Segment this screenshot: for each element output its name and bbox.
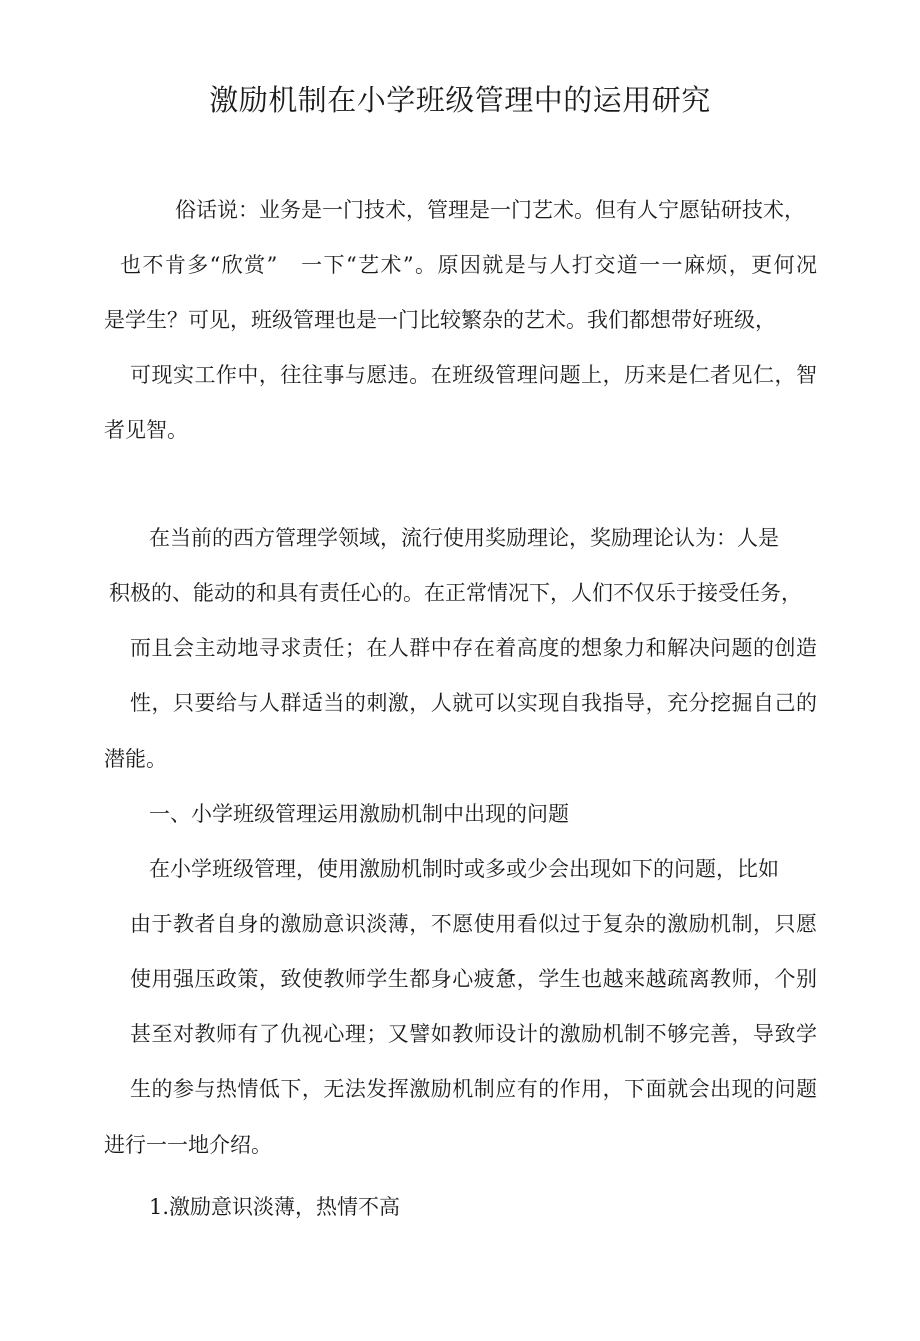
paragraph-1-line-3: 是学生？可见，班级管理也是一门比较繁杂的艺术。我们都想带好班级， xyxy=(104,308,776,332)
paragraph-2-line-3: 而且会主动地寻求责任；在人群中存在着高度的想象力和解决问题的创造 xyxy=(130,636,817,660)
paragraph-2-line-4: 性，只要给与人群适当的刺激，人就可以实现自我指导，充分挖掘自己的 xyxy=(130,691,817,715)
paragraph-1-line-5: 者见智。 xyxy=(104,418,188,442)
paragraph-3-line-1: 在小学班级管理，使用激励机制时或多或少会出现如下的问题，比如 xyxy=(149,857,779,881)
paragraph-3-line-6: 进行一一地介绍。 xyxy=(104,1133,272,1157)
document-title: 激励机制在小学班级管理中的运用研究 xyxy=(209,83,711,117)
paragraph-3-line-3: 使用强压政策，致使教师学生都身心疲惫，学生也越来越疏离教师，个别 xyxy=(130,967,817,991)
subsection-1-heading: 1.激励意识淡薄，热情不高 xyxy=(149,1195,401,1219)
paragraph-1-line-4: 可现实工作中，往往事与愿违。在班级管理问题上，历来是仁者见仁，智 xyxy=(130,363,817,387)
section-1-heading: 一、小学班级管理运用激励机制中出现的问题 xyxy=(149,802,569,826)
paragraph-3-line-4: 甚至对教师有了仇视心理；又譬如教师设计的激励机制不够完善，导致学 xyxy=(130,1022,817,1046)
paragraph-2-line-5: 潜能。 xyxy=(104,747,167,771)
paragraph-2-line-2: 积极的、能动的和具有责任心的。在正常情况下，人们不仅乐于接受任务， xyxy=(109,581,802,605)
paragraph-2-line-1: 在当前的西方管理学领域，流行使用奖励理论，奖励理论认为：人是 xyxy=(149,526,779,550)
paragraph-3-line-2: 由于教者自身的激励意识淡薄，不愿使用看似过于复杂的激励机制，只愿 xyxy=(130,912,817,936)
paragraph-1-line-1: 俗话说：业务是一门技术，管理是一门艺术。但有人宁愿钻研技术， xyxy=(175,198,805,222)
paragraph-3-line-5: 生的参与热情低下，无法发挥激励机制应有的作用，下面就会出现的问题 xyxy=(130,1077,817,1101)
paragraph-1-line-2: 也不肯多“欣赏” 一下“艺术”。原因就是与人打交道一一麻烦，更何况 xyxy=(120,253,817,277)
